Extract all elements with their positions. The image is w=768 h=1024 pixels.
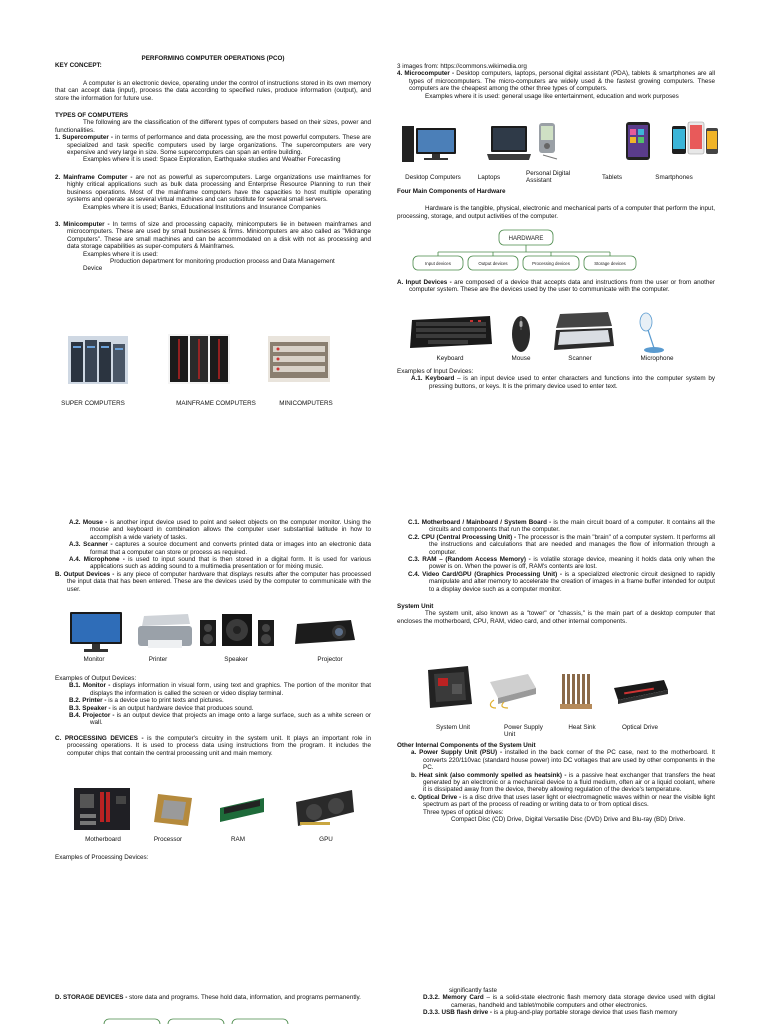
minicomputer-image	[268, 336, 330, 382]
memory-card-definition	[397, 994, 715, 1009]
speaker-definition-label: B.3. Speaker -	[69, 704, 111, 712]
storage-devices-label: D. STORAGE DEVICES -	[55, 994, 128, 1001]
heatsink-image	[558, 670, 594, 712]
speaker-image	[198, 612, 282, 648]
scanner-definition-text: captures a source document and converts printed data or images into an electronic data format that a computer can store or process as required.	[90, 541, 371, 556]
mouse-image	[510, 314, 532, 354]
cpu-definition-label: C.2. CPU (Central Processing Unit) -	[408, 533, 517, 541]
caption-mouse: Mouse	[511, 355, 531, 362]
diagram-node-processing	[523, 256, 579, 270]
gpu-image	[292, 788, 358, 830]
projector-definition-text: is an output device that projects an image onto a large surface, such as a white screen or wall.	[90, 712, 371, 727]
key-concept-text: A computer is an electronic device, operating under the control of instructions stored in its own memory that can accept data (input), process the data according to specified rules, produce information (output), and store the information for future use.	[55, 79, 371, 102]
monitor-definition-label: B.1. Monitor -	[69, 682, 111, 690]
caption-printer: Printer	[148, 656, 168, 663]
input-examples-heading: Examples of Input Devices:	[397, 368, 474, 375]
optical-drive-definition-text: is a disc drive that uses laser light or electromagnetic waves within or near the visible light spectrum as part of the process of reading or writing data to or from optical discs.	[423, 793, 715, 809]
page1-left-column	[55, 55, 371, 273]
usb-flash-drive-text: is a plug-and-play portable storage device that uses flash memory	[493, 1009, 678, 1017]
projector-definition-label: B.4. Projector -	[69, 712, 115, 720]
types-heading: TYPES OF COMPUTERS	[55, 112, 129, 120]
printer-definition-text: is a device use to print texts and pictures.	[108, 697, 224, 705]
caption-speaker: Speaker	[224, 656, 248, 663]
heatsink-definition	[411, 772, 715, 794]
output-devices-text: is any piece of computer hardware that displays results after the computer has processed the input data that has been entered. These are the devices used by the computer to communicate with the user.	[67, 570, 371, 593]
key-concept-label: KEY CONCEPT:	[55, 62, 102, 70]
heatsink-definition-label: b. Heat sink (also commonly spelled as heatsink) -	[411, 771, 567, 779]
minicomputer-examples-1: Examples where it is used:	[83, 250, 158, 258]
caption-system-unit: System Unit	[436, 724, 470, 731]
output-devices-label: B. Output Devices -	[55, 570, 115, 578]
caption-ram: RAM	[231, 836, 245, 843]
image-source-note: 3 images from: https://commons.wikimedia.org	[397, 63, 527, 70]
minicomputer-examples-3: Device	[83, 265, 103, 273]
minicomputer-paragraph	[55, 221, 371, 251]
microphone-definition-label: A.4. Microphone -	[69, 556, 125, 564]
caption-psu: Power Supply Unit	[504, 724, 543, 738]
diagram-node-storage	[584, 256, 636, 270]
desktop-image	[400, 124, 462, 164]
output-devices-paragraph	[55, 571, 371, 593]
microcomputer-label: 4. Microcomputer -	[397, 70, 455, 78]
motherboard-image	[72, 786, 132, 832]
memory-card-text: – is a solid-state electronic flash memory data storage device used with digital cameras, handheld and tablet/mobile computers and other electronics.	[451, 994, 715, 1009]
minicomputer-text: In terms of size and processing capacity, minicomputers lie in between mainframes and microcomputers. These are used by small businesses & firms. Minicomputers are also called as "Midrange Computers". These are small machines and can be accommodated on a disk with not as processing and data storage capabilities as super-computers & Mainframes.	[67, 220, 371, 251]
supercomputer-text: in terms of performance and data processing, are the most powerful computers. These are specialized and task specific computers used by large organizations. The supercomputers are very expensive and very large in size. Some supercomputers can span an entire building.	[67, 134, 371, 157]
mainframe-examples: Examples where it is used; Banks, Educational Institutions and Insurance Companies	[83, 203, 321, 211]
psu-definition	[411, 749, 715, 771]
usb-flash-drive-definition	[397, 1009, 715, 1016]
output-examples-heading: Examples of Output Devices:	[55, 675, 137, 682]
printer-definition-label: B.2. Printer -	[69, 697, 107, 705]
processing-devices-text: is the computer's circuitry in the system unit. It plays an important role in processing operations. It is used to process data using instructions from the program. It includes the computer chips that contain the central processing unit and main memory.	[67, 734, 371, 757]
page2-right-column-internal	[397, 742, 715, 823]
psu-definition-text: installed in the back corner of the PC case, next to the motherboard. It converts 220/110vac (standard house power) into DC voltages that are used by other components in the PC.	[423, 749, 716, 772]
microphone-definition-text: is used to input sound that is then stored in a digital form. It is used for various applications such as adding sound to a multimedia presentation or for mixing music.	[90, 556, 372, 571]
optical-drive-definition	[411, 794, 715, 809]
gpu-definition-label: C.4. Video Card/GPU (Graphics Processing Unit) -	[408, 570, 562, 578]
caption-microphone: Microphone	[640, 355, 674, 362]
printer-image	[134, 610, 196, 652]
monitor-definition-text: displays information in visual form, using text and graphics. The portion of the monitor that displays the information is called the screen or video display terminal.	[90, 682, 371, 697]
page1-right-column-input	[397, 279, 715, 294]
optical-drive-definition-label: c. Optical Drive -	[411, 793, 462, 801]
page1-right-column-hardware	[397, 188, 715, 220]
storage-devices-paragraph	[55, 994, 371, 1001]
caption-scanner: Scanner	[568, 355, 592, 362]
keyboard-definition-text: – is an input device used to enter characters and functions into the computer system by pressing buttons, or keys. It is the primary device used to enter text.	[429, 375, 716, 390]
keyboard-definition	[397, 375, 715, 390]
speaker-definition	[69, 705, 371, 712]
caption-desktop: Desktop Computers	[405, 174, 461, 181]
microcomputer-text: Desktop computers, laptops, personal digital assistant (PDA), tablets & smartphones are all types of microcomputers. The micro-computers are widely used & the fastest growing computers. These computers are the cheapest among the other three types of computers.	[409, 70, 715, 93]
supercomputer-label: 1. Supercomputer -	[55, 134, 114, 142]
optical-drive-types-list: Compact Disc (CD) Drive, Digital Versatile Disc (DVD) Drive and Blu-ray (BD) Drive.	[451, 816, 686, 824]
tablet-image	[625, 121, 651, 161]
diagram-root-node	[499, 230, 553, 245]
system-unit-text: The system unit, also known as a "tower" or "chassis," is the main part of a desktop computer that encloses the motherboard, CPU, RAM, video card, and other internal components.	[397, 610, 715, 625]
caption-mainframe: MAINFRAME COMPUTERS	[176, 400, 256, 407]
gpu-definition-text: is a specialized electronic circuit designed to rapidly manipulate and alter memory to accelerate the creation of images in a frame buffer intended for output to a display device such as a computer monitor.	[429, 570, 716, 593]
minicomputer-examples-2: Production department for monitoring production process and Data Management	[110, 257, 335, 265]
processing-devices-label: C. PROCESSING DEVICES -	[55, 734, 144, 742]
storage-devices-text: store data and programs. These hold data, information, and programs permanently.	[129, 994, 361, 1001]
page1-right-column-input-examples	[397, 368, 715, 390]
microcomputer-examples: Examples where it is used: general usage like entertainment, education and work purposes	[425, 92, 679, 100]
hardware-diagram	[412, 228, 644, 274]
smartphones-image	[670, 120, 720, 164]
mainframe-text: are not as powerful as supercomputers. Large organizations use mainframes for highly critical applications such as bulk data processing and Enterprise Resource Planning to run their business operations. Most of the mainframe computers have the capacities to host multiple operating systems and operate as several virtual machines and can substitute for several small servers.	[67, 173, 372, 204]
motherboard-definition	[408, 519, 715, 534]
other-internal-components-heading: Other Internal Components of the System Unit	[397, 742, 536, 749]
caption-pda: Personal Digital Assistant	[526, 170, 571, 184]
scanner-definition-label: A.3. Scanner -	[69, 541, 113, 549]
gpu-definition	[408, 571, 715, 593]
keyboard-definition-label: A.1. Keyboard	[411, 375, 455, 383]
caption-motherboard: Motherboard	[85, 836, 121, 843]
keyboard-image	[408, 312, 494, 352]
mouse-definition-text: is another input device used to point and select objects on the computer monitor. Using the mouse and keyboard in combination allows the computer user substantial latitude in how to accomplish a wide variety of tasks.	[90, 519, 372, 541]
mouse-definition-label: A.2. Mouse -	[69, 519, 108, 526]
psu-definition-label: a. Power Supply Unit (PSU) -	[411, 749, 503, 757]
memory-card-label: D.3.2. Memory Card	[423, 994, 484, 1002]
speaker-definition-text: is an output hardware device that produces sound.	[112, 704, 254, 712]
caption-gpu: GPU	[319, 836, 333, 843]
diagram-node-output-label: Output devices	[478, 261, 508, 266]
caption-heatsink: Heat Sink	[568, 724, 596, 731]
caption-processor: Processor	[153, 836, 183, 843]
caption-minicomputers: MINICOMPUTERS	[279, 400, 333, 407]
caption-optical-drive: Optical Drive	[621, 724, 659, 731]
monitor-definition	[69, 682, 371, 697]
ram-definition	[408, 556, 715, 571]
microphone-image	[632, 312, 668, 354]
caption-smartphones: Smartphones	[655, 174, 693, 181]
printer-definition	[69, 697, 371, 704]
psu-image	[484, 670, 540, 710]
types-intro: The following are the classification of the different types of computers based on their sizes, power and functionalities.	[55, 119, 371, 134]
caption-laptops: Laptops	[477, 174, 501, 181]
mainframe-paragraph	[55, 174, 371, 204]
diagram-node-output	[468, 256, 518, 270]
projector-definition	[69, 712, 371, 727]
hardware-text: Hardware is the tangible, physical, electronic and mechanical parts of a computer that perform the input, processing, storage, and output activities of the computer.	[397, 205, 715, 220]
minicomputer-label: 3. Minicomputer -	[55, 220, 110, 228]
microcomputer-paragraph	[397, 70, 715, 92]
motherboard-definition-text: is the main circuit board of a computer. It contains all the circuits and components that run the computer.	[429, 519, 716, 534]
caption-keyboard: Keyboard	[436, 355, 464, 362]
scanner-image	[550, 310, 616, 354]
mainframe-label: 2. Mainframe Computer -	[55, 173, 133, 181]
document-title: PERFORMING COMPUTER OPERATIONS (PCO)	[141, 55, 285, 62]
ram-image	[218, 796, 266, 826]
optical-drive-image	[610, 676, 670, 706]
four-main-components-heading: Four Main Components of Hardware	[397, 188, 506, 195]
processing-examples-heading: Examples of Processing Devices:	[55, 854, 149, 861]
page3-right-column	[397, 987, 715, 1017]
cpu-definition-text: The processor is the main "brain" of a computer system. It performs all the instructions and calculations that are needed and manages the flow of information through a computer.	[429, 533, 716, 556]
system-unit-image	[424, 664, 476, 710]
processing-devices-paragraph	[55, 735, 371, 757]
input-devices-text: are composed of a device that accepts data and instructions from the user or from another computer system. These are the devices used by the user to communicate with the computer.	[409, 279, 715, 294]
caption-supercomputers: SUPER COMPUTERS	[61, 400, 125, 407]
storage-diagram-partial	[100, 1017, 296, 1024]
storage-continued-text: significantly faste	[449, 987, 497, 994]
caption-projector: Projector	[317, 656, 343, 663]
page2-left-column-input	[55, 519, 371, 593]
page1-right-column-top	[397, 63, 715, 100]
input-devices-label: A. Input Devices -	[397, 279, 452, 286]
diagram-node-input-label: Input devices	[425, 261, 451, 266]
scanner-definition	[69, 541, 371, 556]
optical-drive-types-heading: Three types of optical drives:	[423, 808, 504, 816]
supercomputer-paragraph	[55, 134, 371, 156]
input-devices-paragraph	[397, 279, 715, 294]
microphone-definition	[69, 556, 371, 571]
projector-image	[293, 614, 357, 648]
diagram-root-label: HARDWARE	[508, 236, 544, 242]
caption-tablets: Tablets	[602, 174, 622, 181]
diagram-node-storage-label: Storage devices	[594, 261, 626, 266]
page2-right-column-processing	[397, 519, 715, 625]
pda-image	[533, 121, 561, 161]
diagram-node-input	[413, 256, 463, 270]
supercomputer-examples: Examples where it is used: Space Exploration, Earthquake studies and Weather Forecasting	[83, 156, 341, 164]
supercomputer-image	[68, 336, 128, 384]
laptop-image	[485, 124, 533, 164]
usb-flash-drive-label: D.3.3. USB flash drive -	[423, 1009, 492, 1017]
page3-left-column	[55, 994, 371, 1001]
ram-definition-label: C.3. RAM – (Random Access Memory) -	[408, 556, 531, 564]
diagram-node-processing-label: Processing devices	[532, 261, 570, 266]
cpu-definition	[408, 534, 715, 556]
processor-image	[150, 790, 196, 830]
mainframe-image	[168, 334, 230, 384]
system-unit-heading: System Unit	[397, 603, 434, 611]
monitor-image	[68, 610, 124, 654]
page2-left-column-output-examples	[55, 675, 371, 757]
caption-monitor: Monitor	[83, 656, 105, 663]
mouse-definition	[69, 519, 371, 541]
motherboard-definition-label: C.1. Motherboard / Mainboard / System Board -	[408, 519, 552, 526]
heatsink-definition-text: is a passive heat exchanger that transfers the heat generated by an electronic or a mechanical device to a fluid medium, often air or a liquid coolant, where it is dissipated away from the device, thereby allowing regulation of the device's temperature.	[423, 771, 715, 794]
ram-definition-text: is volatile storage device, meaning it holds data only when the power is on. When the power is off, RAM's contents are lost.	[429, 556, 715, 571]
